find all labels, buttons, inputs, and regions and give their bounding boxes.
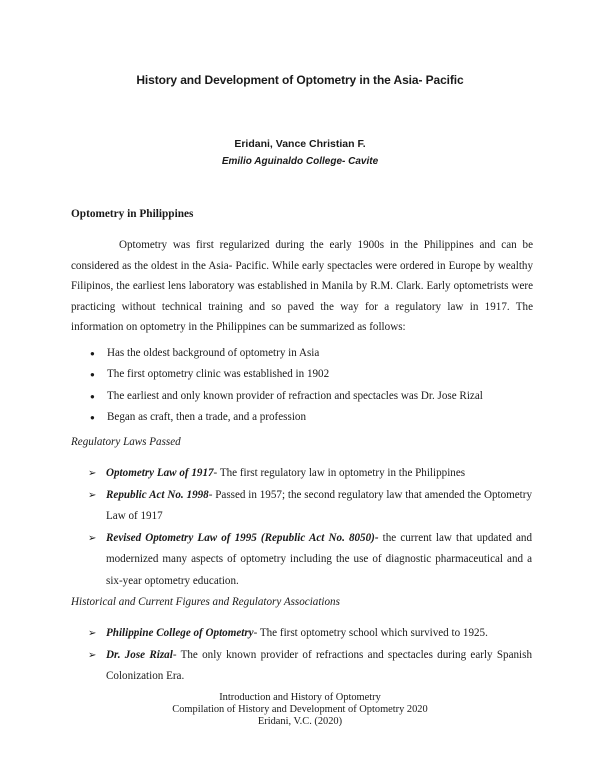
page-footer	[0, 692, 600, 727]
arrow-bullet-icon: ➢	[88, 532, 97, 544]
list-item: ● The first optometry clinic was established in 1902	[90, 364, 540, 385]
bullet-icon: ●	[90, 370, 95, 380]
arrow-bullet-icon: ➢	[88, 649, 97, 661]
arrow-bullet-icon: ➢	[88, 468, 97, 479]
section-heading: Optometry in Philippines	[71, 208, 194, 220]
figures-list	[88, 623, 532, 688]
footer-line-2: Compilation of History and Development of Optometry 2020	[172, 703, 428, 715]
arrow-bullet-icon: ➢	[88, 628, 97, 639]
regulatory-laws-list	[88, 463, 532, 592]
list-item: ➢ Philippine College of Optometry- The first optometry school which survived to 1925.	[88, 623, 532, 645]
list-item: ➢ Dr. Jose Rizal- The only known provider of refractions and spectacles during early Spanish Colonization Era.	[88, 645, 532, 688]
regulatory-laws-heading: Regulatory Laws Passed	[71, 436, 181, 448]
list-item: ● Has the oldest background of optometry in Asia	[90, 343, 540, 364]
document-title: History and Development of Optometry in the Asia- Pacific	[136, 73, 464, 87]
bullet-icon: ●	[90, 391, 95, 401]
list-item: ➢ Optometry Law of 1917- The first regulatory law in optometry in the Philippines	[88, 463, 532, 485]
bullet-icon: ●	[90, 413, 95, 423]
footer-line-3: Eridani, V.C. (2020)	[257, 715, 343, 727]
arrow-bullet-icon: ➢	[88, 489, 97, 501]
author-name: Eridani, Vance Christian F.	[234, 138, 366, 150]
intro-paragraph-text: Optometry was first regularized during the early 1900s in the Philippines and can be considered as the oldest in the Asia- Pacific. While early spectacles were ordered in Europe by wealthy Filipinos, the earliest lens laboratory was established in Manila by R.M. Clark. Early optometrists were practicing without technical training and so paved the way for a regulatory law in 1917. The information on optometry in the Philippines can be summarized as follows:	[71, 239, 533, 334]
list-item: ➢ Revised Optometry Law of 1995 (Republic Act No. 8050)- the current law that updated and modernized many aspects of optometry including the use of diagnostic pharmaceutical and a six-year optometry education.	[88, 528, 532, 593]
intro-paragraph	[71, 235, 533, 338]
list-item: ● The earliest and only known provider of refraction and spectacles was Dr. Jose Rizal	[90, 386, 540, 407]
list-item: ● Began as craft, then a trade, and a profession	[90, 407, 540, 428]
list-item: ➢ Republic Act No. 1998- Passed in 1957; the second regulatory law that amended the Optometry Law of 1917	[88, 485, 532, 528]
author-affiliation: Emilio Aguinaldo College- Cavite	[221, 156, 379, 167]
figures-heading: Historical and Current Figures and Regulatory Associations	[71, 596, 340, 608]
summary-bullet-list	[90, 343, 540, 429]
bullet-icon: ●	[90, 349, 95, 358]
footer-line-1: Introduction and History of Optometry	[219, 692, 381, 703]
